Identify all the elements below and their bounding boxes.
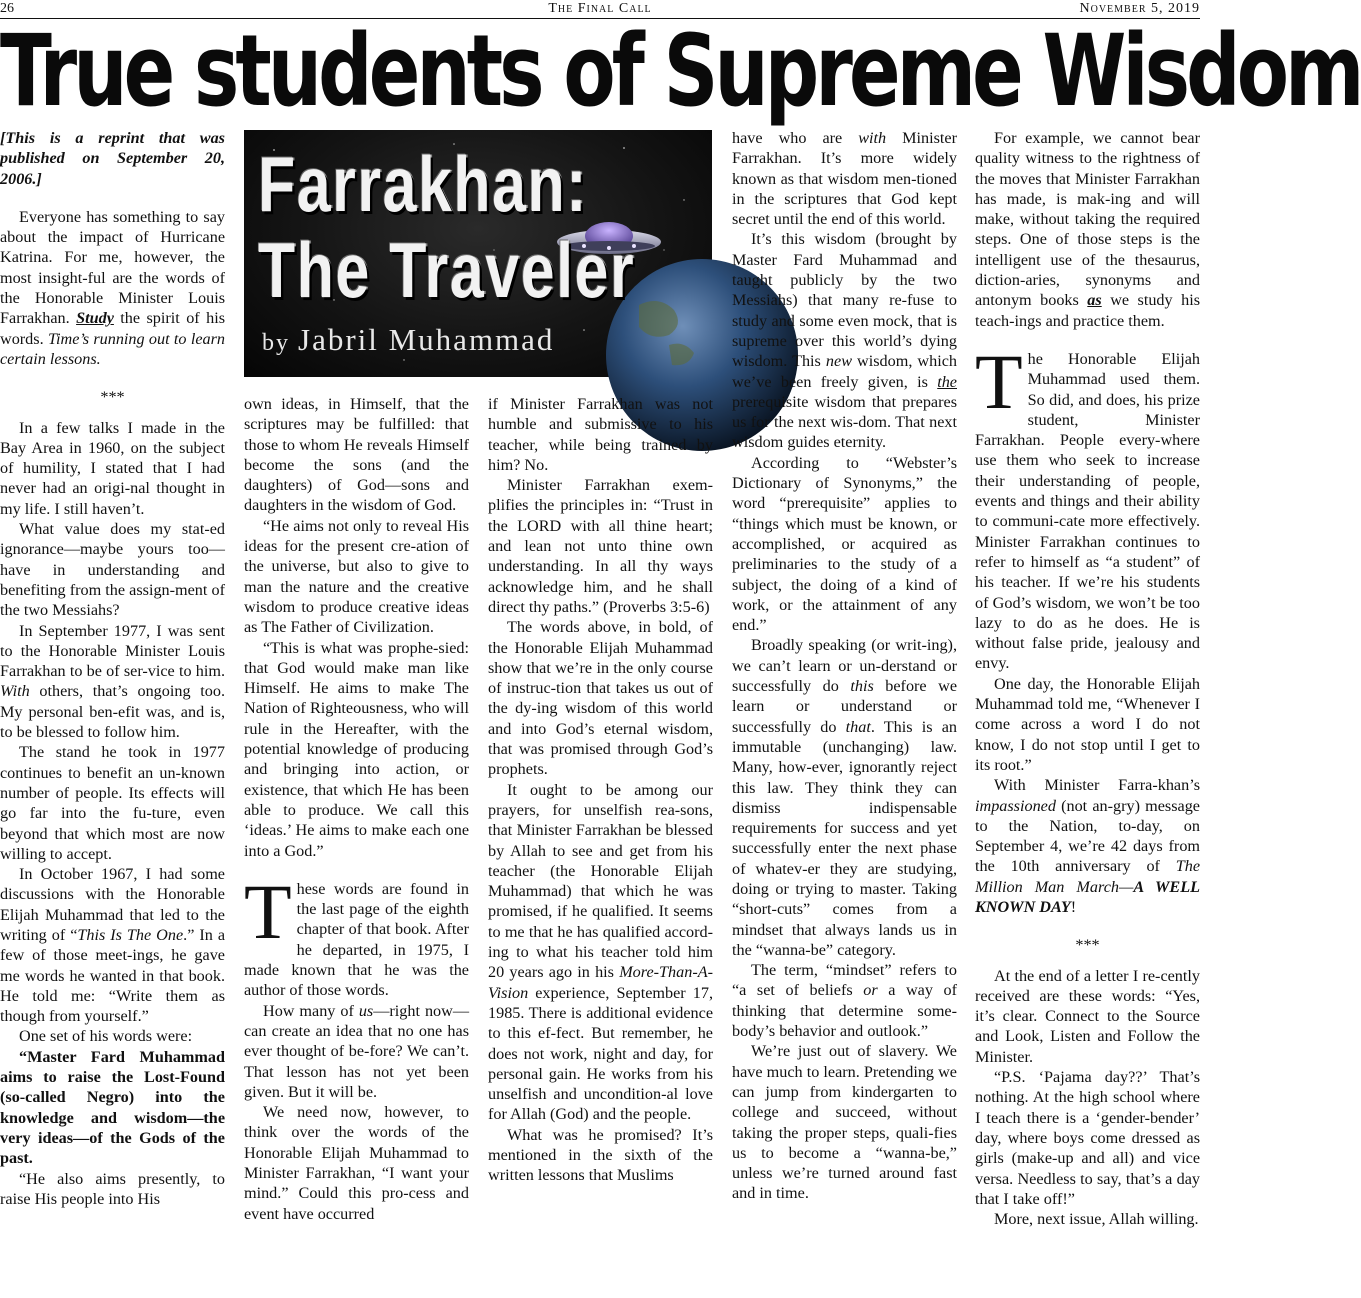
paragraph: We’re just out of slavery. We have much to learn. Pretending we can jump from kindergarten to college and succeed, without taking the proper steps, quali-fies us to become a “wanna-be,” unless we’re turned around fast and in time. <box>732 1042 957 1203</box>
paragraph: “This is what was prophe-sied: that God would make man like Himself. He aims to make The Nation of Righteousness, who will rule in the Hereafter, with the potential knowledge of producing and bringing into action, or existence, that which He has been able to produce. We call this ‘ideas.’ He aims to make each one into a God.” <box>244 638 469 860</box>
article-column-2 <box>244 394 469 1224</box>
paragraph: For example, we cannot bear quality witness to the rightness of the moves that Minister Farrakhan has made, is mak-ing and will make, without taking the required steps. One of those steps is the intelligent use of the thesaurus, diction-aries, synonyms and antonym books as we study his teach-ings and practice them. <box>975 129 1200 330</box>
banner-title-line2: The Traveler <box>258 226 636 314</box>
bold-quote: “Master Fard Muhammad aims to raise the Lost-Found (so-called Negro) into the knowledge and wisdom—the very ideas—of the Gods of the past. <box>0 1047 225 1168</box>
paragraph: The Honorable Elijah Muhammad used them. So did, and does, his prize student, Minister Farrakhan. People every-where use them who seek to increase their understanding of people, events and things and their ability to communi-cate more effectively. Minister Farrakhan continues to refer to himself as “a student” of his teacher. If we’re his students of God’s wisdom, we won’t be too lazy to do as he does. He is without false pride, jealousy and envy. <box>975 337 1200 673</box>
article-column-3 <box>488 394 713 1186</box>
paragraph: own ideas, in Himself, that the scriptures may be fulfilled: that those to whom He reveals Himself become the sons (and the daughters) of God—sons and daughters in the wisdom of God. <box>244 395 469 515</box>
paragraph: Everyone has something to say about the impact of Hurricane Katrina. For me, however, the most insight-ful are the words of the Honorable Minister Louis Farrakhan. Study the spirit of his words. Time’s running out to learn certain lessons. <box>0 207 225 368</box>
paragraph: More, next issue, Allah willing. <box>994 1210 1199 1229</box>
section-separator: *** <box>100 388 125 407</box>
paragraph: At the end of a letter I re-cently received are these words: “Yes, it’s clear. Connect to the Source and Look, Listen and Follow the Minister. <box>975 966 1200 1066</box>
article-column-5 <box>975 128 1200 1229</box>
paragraph: It ought to be among our prayers, for unselfish rea-sons, that Minister Farrakhan be blessed by Allah to see and get from his teacher (the Honorable Elijah Muhammad) that which he was promised, if he qualified. It seems to me that he has qualified accord-ing to what his teacher told him 20 years ago in his More-Than-A-Vision experience, September 17, 1985. There is additional evidence to this ef-fect. But remember, he does not work, night and day, for personal gain. He works from his unselfish and uncondition-al love for Allah (God) and the people. <box>488 780 713 1124</box>
drop-cap: T <box>975 337 1023 425</box>
paragraph: One day, the Honorable Elijah Muhammad told me, “Whenever I come across a word I do not know, I do not stop until I get to its root.” <box>975 674 1200 774</box>
banner-title-line1: Farrakhan: <box>258 140 589 228</box>
article-column-1 <box>0 128 225 1209</box>
paragraph: “He aims not only to reveal His ideas for the present cre-ation of the universe, but also to give to man the nature and the creative wisdom to produce creative ideas as The Father of Civilization. <box>244 516 469 637</box>
paragraph: In September 1977, I was sent to the Honorable Minister Louis Farrakhan to be of ser-vice to him. With others, that’s ongoing too. My personal ben-efit was, and is, to be blessed to follow him. <box>0 621 225 742</box>
banner-byline <box>262 322 554 358</box>
paragraph: In October 1967, I had some discussions with the Honorable Elijah Muhammad that led to the writing of “This Is The One.” In a few of those meet-ings, he gave me words he wanted in that book. He told me: “Write them as though from yourself.” <box>0 865 226 1026</box>
editor-note: [This is a reprint that was published on September 20, 2006.] <box>0 129 225 188</box>
paragraph: “P.S. ‘Pajama day??’ That’s nothing. At the high school where I teach there is a ‘gender-bender’ day, where boys come dressed as girls (make-up and all) and vice versa. Needless to say, that’s a day that I take off!” <box>975 1068 1200 1208</box>
paragraph: The term, “mindset” refers to “a set of beliefs or a way of thinking that determine some-body’s behavior and outlook.” <box>732 961 958 1041</box>
paragraph: One set of his words were: <box>19 1027 193 1046</box>
paragraph: We need now, however, to think over the words of the Honorable Elijah Muhammad to Minister Farrakhan, “I want your mind.” Could this pro-cess and event have occurred <box>244 1103 469 1223</box>
paragraph: In a few talks I made in the Bay Area in 1960, on the subject of humility, I stated that I had never had an origi-nal thought in my life. I still haven’t. <box>0 418 225 518</box>
byline-author: Jabril Muhammad <box>298 322 555 357</box>
paragraph: It’s this wisdom (brought by Master Fard Muhammad and taught publicly by the two Messiahs) that many re-fuse to study and some even mock, that is supreme over this world’s dying wisdom. This new wisdom, which we’ve been freely given, is the prerequisite wisdom that prepares us for the next wis-dom. That next wisdom guides eternity. <box>732 230 957 452</box>
paragraph: What was he promised? It’s mentioned in the sixth of the written lessons that Muslims <box>488 1125 713 1185</box>
paragraph: The words above, in bold, of the Honorable Elijah Muhammad show that we’re in the only course of instruc-tion that takes us out of the dy-ing wisdom of this world and into God’s eternal wisdom, that was promised through God’s prophets. <box>488 618 713 779</box>
drop-cap: T <box>244 867 292 955</box>
headline: True students of Supreme Wisdom <box>0 14 1361 129</box>
paragraph: have who are with Minister Farrakhan. It’s more widely known as that wisdom men-tioned in the scriptures that God kept secret until the end of this world. <box>732 129 957 229</box>
paragraph: How many of us—right now—can create an idea that no one has ever thought of be-fore? We can’t. That lesson has not yet been given. But it will be. <box>244 1001 470 1101</box>
article-column-4 <box>732 128 957 1204</box>
paragraph: With Minister Farra-khan’s impassioned (not an-gry) message to the Nation, to-day, on September 4, we’re 42 days from the 10th anniversary of The Million Man March—A WELL KNOWN DAY! <box>975 776 1200 916</box>
publication-name: The Final Call <box>548 1 652 16</box>
paragraph: What value does my stat-ed ignorance—maybe yours too—have in understanding and benefiting from the assign-ment of the two Messiahs? <box>0 520 225 620</box>
paragraph: These words are found in the last page of the eighth chapter of that book. After he departed, in 1975, I made known that he was the author of those words. <box>244 867 469 1000</box>
section-separator: *** <box>1075 936 1100 955</box>
paragraph: The stand he took in 1977 continues to benefit an un-known number of people. Its effects will go far into the fu-ture, even beyond that which most are now willing to accept. <box>0 743 225 863</box>
paragraph: Broadly speaking (or writ-ing), we can’t learn or un-derstand or successfully do this before we learn or understand or successfully do that. This is an immutable (unchanging) law. Many, how-ever, ignorantly reject this law. They think they can dismiss indispensable requirements for success and yet successfully enter the next phase of whatev-er they are studying, doing or trying to master. Taking “short-cuts” comes from a mindset that always lands us in the “wanna-be” category. <box>732 636 958 959</box>
issue-date: November 5, 2019 <box>1079 1 1200 16</box>
paragraph: if Minister Farrakhan was not humble and submissive to his teacher, while being trained by him? No. <box>488 395 713 474</box>
byline-prefix: by <box>262 330 298 356</box>
page-number: 26 <box>0 1 14 16</box>
paragraph: Minister Farrakhan exem-plifies the principles in: “Trust in the LORD with all thine heart; and lean not unto thine own understanding. In all thy ways acknowledge him, and he shall direct thy paths.” (Proverbs 3:5-6) <box>488 476 713 616</box>
paragraph: “He also aims presently, to raise His people into His <box>0 1169 225 1208</box>
column-banner <box>244 130 712 377</box>
paragraph: According to “Webster’s Dictionary of Synonyms,” the word “prerequisite” applies to “things which must be known, or accomplished, or acquired as preliminaries to the study of a subject, the doing of a kind of work, or the attainment of any end.” <box>732 453 957 635</box>
